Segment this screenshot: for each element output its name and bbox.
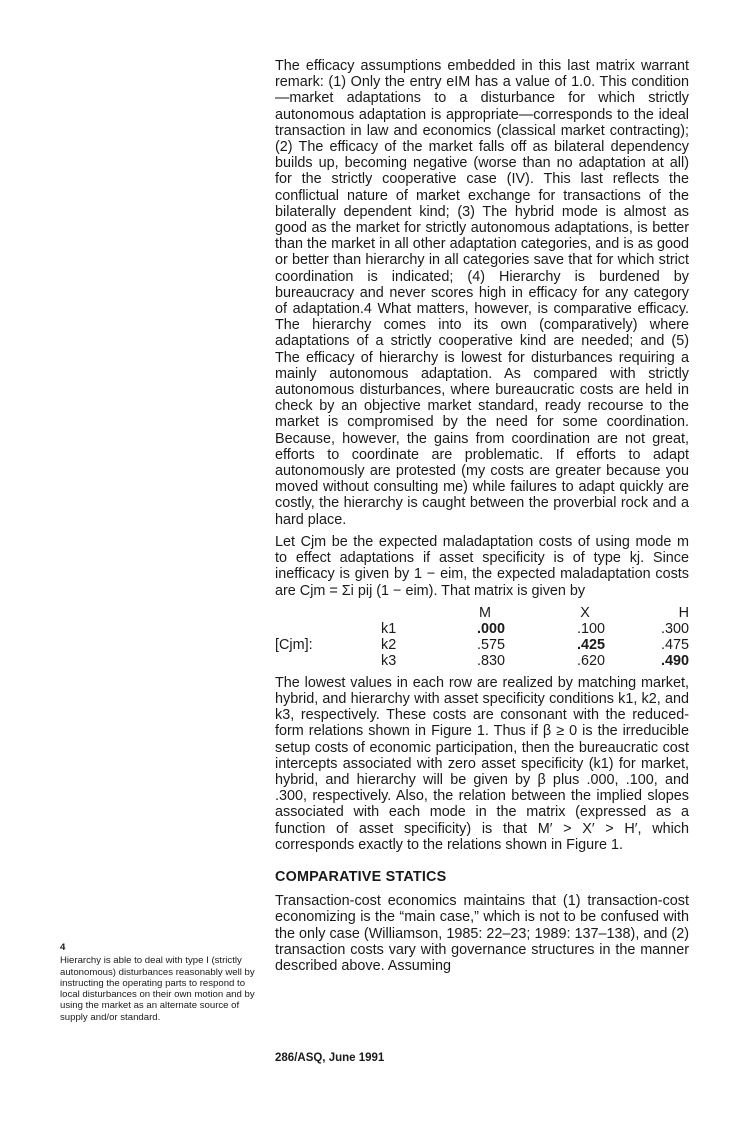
journal-citation: /ASQ, June 1991 bbox=[294, 1052, 385, 1064]
matrix-row-k3-label: k3 bbox=[381, 652, 397, 669]
matrix-cell-k1-x: .100 bbox=[576, 620, 605, 637]
matrix-label: [Cjm]: bbox=[275, 636, 313, 653]
footnote-number: 4 bbox=[60, 942, 66, 953]
matrix-cell-k1-h: .300 bbox=[660, 620, 689, 637]
paragraph-maladaptation-costs: Let Cjm be the expected maladaptation costs of using mode m to effect adaptations if asset specificity is of type kj. Since inefficacy is given by 1 − eim, the expected maladaptation costs are Cjm = Σi pij (1 − eim). That matrix is given by bbox=[275, 533, 689, 599]
section-heading-comparative-statics: COMPARATIVE STATICS bbox=[275, 868, 447, 885]
matrix-row-k1-label: k1 bbox=[381, 620, 397, 637]
matrix-cell-k1-m: .000 bbox=[476, 620, 505, 637]
paragraph-transaction-cost: Transaction-cost economics maintains that (1) transaction-cost economizing is the “main case,” which is not to be confused with the only case (Williamson, 1985: 22–23; 1989: 137–138), and (2) transaction costs vary with governance structures in the manner described above. Assuming bbox=[275, 893, 689, 974]
matrix-cell-k3-x: .620 bbox=[576, 652, 605, 669]
matrix-row-k2-label: k2 bbox=[381, 636, 397, 653]
paragraph-efficacy-assumptions: The efficacy assumptions embedded in this last matrix warrant remark: (1) Only the entry eIM has a value of 1.0. This condition—market adaptations to a disturbance for which strictly autonomous adaptation is appropriate—corresponds to the ideal transaction in law and economics (classical market contracting); (2) The efficacy of the market falls off as bilateral dependency builds up, becoming negative (worse than no adaptation at all) for the strictly cooperative case (IV). This last reflects the conflictual nature of market exchange for transactions of the bilaterally dependent kind; (3) The hybrid mode is almost as good as the market for strictly autonomous adaptations, is better than the market in all other adaptation categories, and is as good or better than hierarchy in all categories save that for which strict coordination is indicated; (4) Hierarchy is burdened by bureaucracy and never scores high in efficacy for any category of adaptation.4 What matters, however, is comparative efficacy. The hierarchy comes into its own (comparatively) where adaptations of a strictly cooperative kind are needed; and (5) The efficacy of hierarchy is lowest for disturbances requiring a mainly autonomous adaptation. As compared with strictly autonomous disturbances, where bureaucratic costs are held in check by an objective market standard, ready recourse to the market is compromised by the need for some coordination. Because, however, the gains from coordination are not great, efforts to coordinate are problematic. If efforts to adapt autonomously are protested (my costs are greater because you moved without consulting me) while failures to adapt quickly are costly, the hierarchy is caught between the proverbial rock and a hard place. bbox=[275, 58, 689, 528]
main-text-column bbox=[275, 58, 689, 980]
matrix-header-m: M bbox=[479, 604, 491, 621]
matrix-cell-k2-x: .425 bbox=[576, 636, 605, 653]
page-footer bbox=[275, 1052, 384, 1064]
matrix-cell-k3-h: .490 bbox=[660, 652, 689, 669]
footnote-text: Hierarchy is able to deal with type I (strictly autonomous) disturbances reasonably well by instructing the operating parts to respond to local disturbances on their own motion and by using the market as an alternate source of supply and/or standard. bbox=[60, 955, 255, 1023]
matrix-header-x: X bbox=[580, 604, 590, 621]
matrix-cell-k3-m: .830 bbox=[476, 652, 505, 669]
matrix-cell-k2-h: .475 bbox=[660, 636, 689, 653]
paragraph-lowest-values: The lowest values in each row are realized by matching market, hybrid, and hierarchy with asset specificity conditions k1, k2, and k3, respectively. These costs are consonant with the reduced-form relations shown in Figure 1. Thus if β ≥ 0 is the irreducible setup costs of economic participation, then the bureaucratic cost intercepts associated with zero asset specificity (k1) for market, hybrid, and hierarchy will be given by β plus .000, .100, and .300, respectively. Also, the relation between the implied slopes associated with each mode in the matrix (expressed as a function of asset specificity) is that M′ > X′ > H′, which corresponds exactly to the relations shown in Figure 1. bbox=[275, 674, 689, 853]
footnote bbox=[60, 942, 256, 1023]
cost-matrix bbox=[275, 605, 689, 671]
page-number: 286 bbox=[275, 1052, 295, 1064]
matrix-cell-k2-m: .575 bbox=[476, 636, 505, 653]
matrix-header-h: H bbox=[678, 604, 689, 621]
